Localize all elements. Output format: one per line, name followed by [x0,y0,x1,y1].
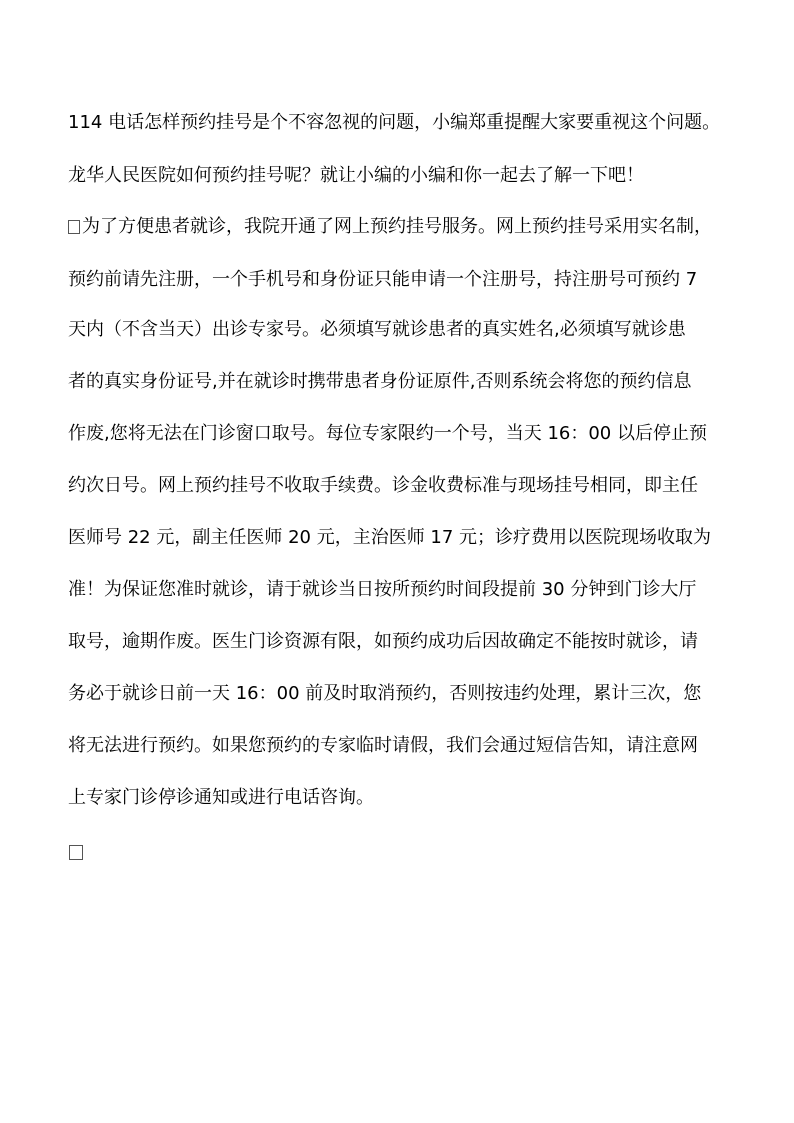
text-line-14: 上专家门诊停诊通知或进行电话咨询。 [68,787,374,808]
text-line-11: 取号，逾期作废。医生门诊资源有限，如预约成功后因故确定不能按时就诊，请 [68,631,698,652]
text-line-3 [68,215,738,239]
text-line-4: 预约前请先注册，一个手机号和身份证只能申请一个注册号，持注册号可预约 7 [68,269,698,290]
placeholder-box-icon [68,220,80,234]
text-line-5: 天内（不含当天）出诊专家号。必须填写就诊患者的真实姓名,必须填写就诊患 [68,319,686,340]
text-line-10: 准！为保证您准时就诊，请于就诊当日按所预约时间段提前 30 分钟到门诊大厅 [68,579,697,600]
text-line-7: 作废,您将无法在门诊窗口取号。每位专家限约一个号，当天 16：00 以后停止预 [68,423,707,444]
text-line-6: 者的真实身份证号,并在就诊时携带患者身份证原件,否则系统会将您的预约信息 [68,371,692,392]
text-line-8: 约次日号。网上预约挂号不收取手续费。诊金收费标准与现场挂号相同，即主任 [68,475,698,496]
text-line-2: 龙华人民医院如何预约挂号呢？就让小编的小编和你一起去了解一下吧！ [68,165,644,186]
paragraph-start-text: 为了方便患者就诊，我院开通了网上预约挂号服务。网上预约挂号采用实名制， [82,216,712,237]
text-line-12: 务必于就诊日前一天 16：00 前及时取消预约，否则按违约处理，累计三次，您 [68,683,702,704]
text-line-13: 将无法进行预约。如果您预约的专家临时请假，我们会通过短信告知，请注意网 [68,735,698,756]
text-line-9: 医师号 22 元，副主任医师 20 元，主治医师 17 元；诊疗费用以医院现场收取为 [68,527,712,548]
placeholder-box-icon [69,845,83,860]
text-line-1: 114 电话怎样预约挂号是个不容忽视的问题，小编郑重提醒大家要重视这个问题。 [68,112,721,133]
